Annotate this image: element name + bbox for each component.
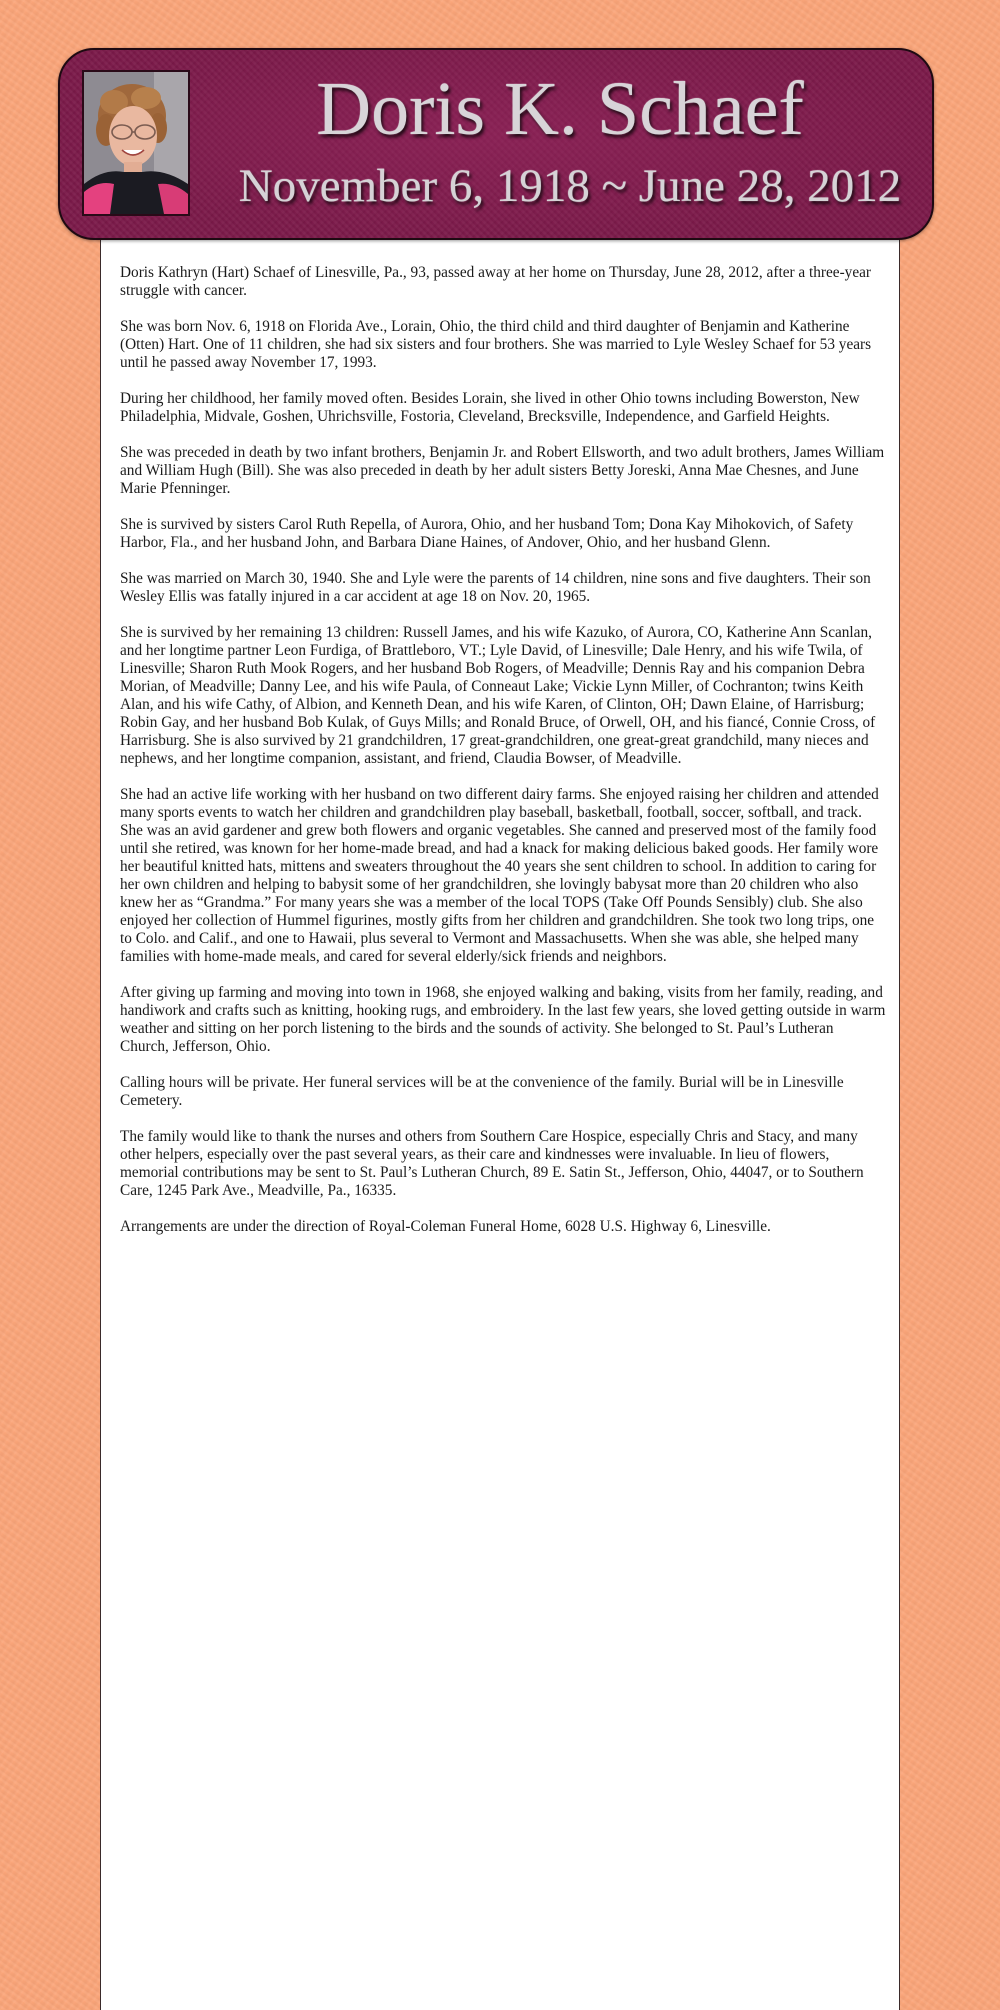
deceased-name: Doris K. Schaef [316,67,804,151]
paragraph-sisters: She is survived by sisters Carol Ruth Repella, of Aurora, Ohio, and her husband Tom; Dona Kay Mihokovich, of Safety Harbor, Fla., and her husband John, and Barbara Diane Haines, of Andover, Ohio, and her husband Glenn. [120,516,854,551]
paragraph-intro: Doris Kathryn (Hart) Schaef of Linesville, Pa., 93, passed away at her home on Thursday, June 28, 2012, after a three-year struggle with cancer. [120,264,872,299]
paragraph-preceded: She was preceded in death by two infant brothers, Benjamin Jr. and Robert Ellsworth, and two adult brothers, James William and William Hugh (Bill). She was also preceded in death by her adult sisters Betty Joreski, Anna Mae Chesnes, and June Marie Pfenninger. [120,444,885,497]
portrait-photo [82,70,190,216]
paragraph-arrangements: Arrangements are under the direction of Royal-Coleman Funeral Home, 6028 U.S. Highway 6, Linesville. [120,1218,771,1235]
life-dates: November 6, 1918 ~ June 28, 2012 [238,160,902,212]
paragraph-retirement: After giving up farming and moving into town in 1968, she enjoyed walking and baking, visits from her family, reading, and handiwork and crafts such as knitting, hooking rugs, and embroidery. In the last few years, she loved getting outside in warm weather and sitting on her porch listening to the birds and the sounds of activity. She belonged to St. Paul’s Lutheran Church, Jefferson, Ohio. [120,984,886,1055]
paragraph-birth: She was born Nov. 6, 1918 on Florida Ave., Lorain, Ohio, the third child and third daughter of Benjamin and Katherine (Otten) Hart. One of 11 children, she had six sisters and four brothers. She was married to Lyle Wesley Schaef for 53 years until he passed away November 17, 1993. [120,318,872,371]
obituary-text [120,264,886,1254]
paragraph-life: She had an active life working with her husband on two different dairy farms. She enjoyed raising her children and attended many sports events to watch her children and grandchildren play baseball, basketball, football, soccer, softball, and track. She was an avid gardener and grew both flowers and organic vegetables. She canned and preserved most of the family food until she retired, was known for her home-made bread, and had a knack for making delicious baked goods. Her family wore her beautiful knitted hats, mittens and sweaters throughout the 40 years she sent children to school. In addition to caring for her own children and helping to babysit some of her grandchildren, she lovingly babysat more than 20 children who also knew her as “Grandma.” For many years she was a member of the local TOPS (Take Off Pounds Sensibly) club. She also enjoyed her collection of Hummel figurines, mostly gifts from her children and grandchildren. She took two long trips, one to Colo. and Calif., and one to Hawaii, plus several to Vermont and Massachusetts. When she was able, she helped many families with home-made meals, and cared for several elderly/sick friends and neighbors. [120,786,879,965]
portrait-icon [84,72,188,214]
header-banner [58,48,934,240]
paragraph-childhood: During her childhood, her family moved often. Besides Lorain, she lived in other Ohio towns including Bowerston, New Philadelphia, Midvale, Goshen, Uhrichsville, Fostoria, Cleveland, Brecksville, Independence, and Garfield Heights. [120,390,860,425]
paragraph-services: Calling hours will be private. Her funeral services will be at the convenience of the family. Burial will be in Linesville Cemetery. [120,1074,844,1109]
paragraph-children: She is survived by her remaining 13 children: Russell James, and his wife Kazuko, of Aurora, CO, Katherine Ann Scanlan, and her longtime partner Leon Furdiga, of Brattleboro, VT.; Lyle David, of Linesville; Dale Henry, and his wife Twila, of Linesville; Sharon Ruth Mook Rogers, and her husband Bob Rogers, of Meadville; Dennis Ray and his companion Debra Morian, of Meadville; Danny Lee, and his wife Paula, of Conneaut Lake; Vickie Lynn Miller, of Cochranton; twins Keith Alan, and his wife Cathy, of Albion, and Kenneth Dean, and his wife Karen, of Clinton, OH; Dawn Elaine, of Harrisburg; Robin Gay, and her husband Bob Kulak, of Guys Mills; and Ronald Bruce, of Orwell, OH, and his fiancé, Connie Cross, of Harrisburg. She is also survived by 21 grandchildren, 17 great-grandchildren, one great-great grandchild, many nieces and nephews, and her longtime companion, assistant, and friend, Claudia Bowser, of Meadville. [120,624,876,767]
paragraph-thanks: The family would like to thank the nurses and others from Southern Care Hospice, especially Chris and Stacy, and many other helpers, especially over the past several years, as their care and kindnesses were invaluable. In lieu of flowers, memorial contributions may be sent to St. Paul’s Lutheran Church, 89 E. Satin St., Jefferson, Ohio, 44047, or to Southern Care, 1245 Park Ave., Meadville, Pa., 16335. [120,1128,864,1199]
paragraph-marriage: She was married on March 30, 1940. She and Lyle were the parents of 14 children, nine sons and five daughters. Their son Wesley Ellis was fatally injured in a car accident at age 18 on Nov. 20, 1965. [120,570,871,605]
